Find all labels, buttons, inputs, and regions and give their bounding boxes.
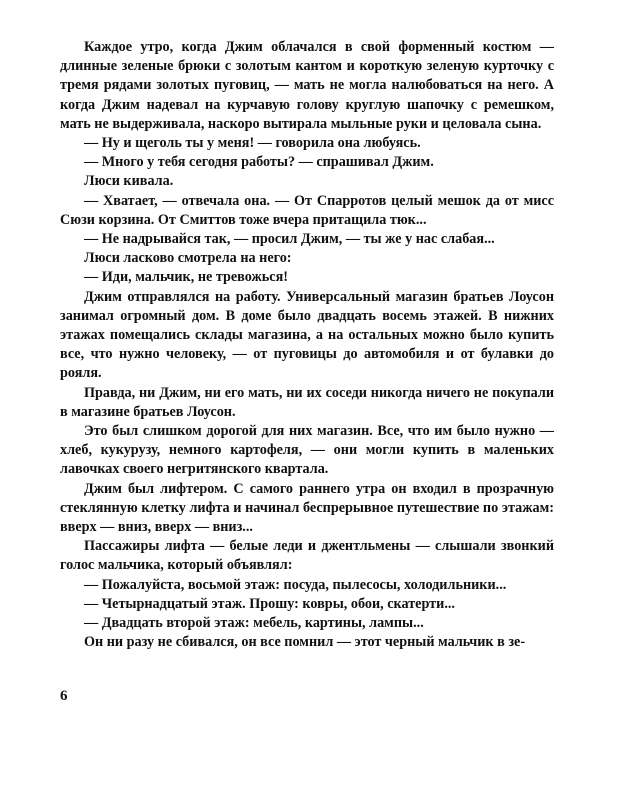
paragraph-4: Люси кивала. (84, 173, 174, 190)
paragraph-8: — Иди, мальчик, не тревожься! (84, 269, 288, 286)
paragraph-7: Люси ласково смотрела на него: (84, 250, 292, 267)
paragraph-15: — Четырнадцатый этаж. Прошу: ковры, обои, скатерти... (84, 595, 455, 612)
paragraph-11: Это был слишком дорогой для них магазин. Все, что им было нужно — хлеб, кукурузу, немного картофеля, — они могли купить в маленьких лавочках своего негритянского квартала. (60, 423, 554, 478)
paragraph-12: Джим был лифтером. С самого раннего утра он входил в прозрачную стеклянную клетку лифта и начинал беспрерывное путешествие по этажам: вверх — вниз, вверх — вниз... (60, 480, 554, 536)
paragraph-9: Джим отправлялся на работу. Универсальный магазин братьев Лоусон занимал огромный дом. В доме было двадцать восемь этажей. В нижних этажах помещались склады магазина, а на остальных можно было купить все, что нужно человеку, — от пуговицы до автомобиля и от булавки до рояля. (60, 288, 554, 382)
paragraph-13: Пассажиры лифта — белые леди и джентльмены — слышали звонкий голос мальчика, который объявлял: (60, 538, 554, 574)
body-text (60, 38, 554, 653)
page-number: 6 (60, 688, 68, 704)
paragraph-6: — Не надрывайся так, — просил Джим, — ты же у нас слабая... (84, 231, 495, 248)
paragraph-16: — Двадцать второй этаж: мебель, картины, лампы... (84, 615, 424, 632)
paragraph-10: Правда, ни Джим, ни его мать, ни их соседи никогда ничего не покупали в магазине братьев Лоусон. (60, 384, 554, 420)
paragraph-1: Каждое утро, когда Джим облачался в свой форменный костюм — длинные зеленые брюки с золотым кантом и короткую зеленую курточку с тремя рядами золотых пуговиц, — мать не могла налюбоваться на него. А когда Джим надевал на курчавую голову круглую шапочку с ремешком, мать не выдерживала, наскоро вытирала мыльные руки и целовала сына. (60, 39, 554, 132)
paragraph-14: — Пожалуйста, восьмой этаж: посуда, пылесосы, холодильники... (84, 576, 507, 593)
paragraph-3: — Много у тебя сегодня работы? — спрашивал Джим. (84, 154, 434, 171)
paragraph-5: — Хватает, — отвечала она. — От Спарротов целый мешок да от мисс Сюзи корзина. От Смиттов тоже вчера притащила тюк... (60, 192, 554, 228)
paragraph-2: — Ну и щеголь ты у меня! — говорила она любуясь. (84, 135, 421, 152)
paragraph-17: Он ни разу не сбивался, он все помнил — этот черный мальчик в зе- (84, 634, 526, 651)
